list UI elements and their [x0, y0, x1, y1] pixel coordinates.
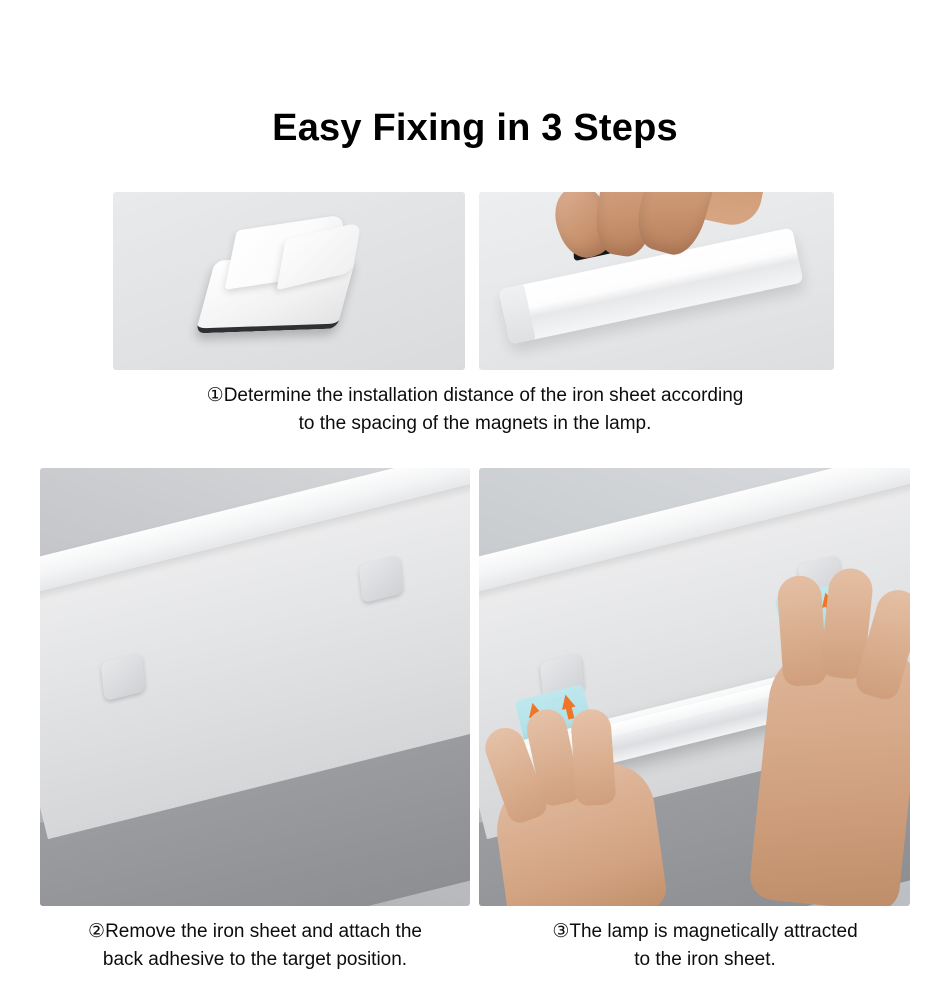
left-hand-icon — [489, 758, 668, 906]
step-2-image — [40, 468, 470, 906]
step-1-caption — [0, 382, 950, 437]
step-2-3-image-row — [0, 468, 950, 908]
finger-icon — [776, 574, 828, 687]
step-3-caption-line-1: ③The lamp is magnetically attracted — [552, 921, 858, 942]
finger-icon — [570, 708, 617, 807]
step-1-image-row — [0, 192, 950, 372]
step-3-caption — [472, 918, 938, 973]
step-1-caption-line-1: ①Determine the installation distance of the iron sheet according — [206, 385, 744, 406]
page-title: Easy Fixing in 3 Steps — [272, 107, 678, 149]
arrow-up-icon — [566, 707, 575, 720]
lamp-bar-end-icon — [498, 284, 535, 344]
step-1-image-2 — [479, 192, 834, 370]
step-2-caption-line-2: back adhesive to the target position. — [102, 948, 408, 970]
step-1-image-1 — [113, 192, 465, 370]
step-1-caption-line-2: to the spacing of the magnets in the lamp. — [298, 412, 652, 434]
step-2-caption — [22, 918, 488, 973]
step-2-caption-line-1: ②Remove the iron sheet and attach the — [88, 921, 422, 942]
step-3-caption-line-2: to the iron sheet. — [634, 948, 776, 970]
step-3-image — [479, 468, 910, 906]
